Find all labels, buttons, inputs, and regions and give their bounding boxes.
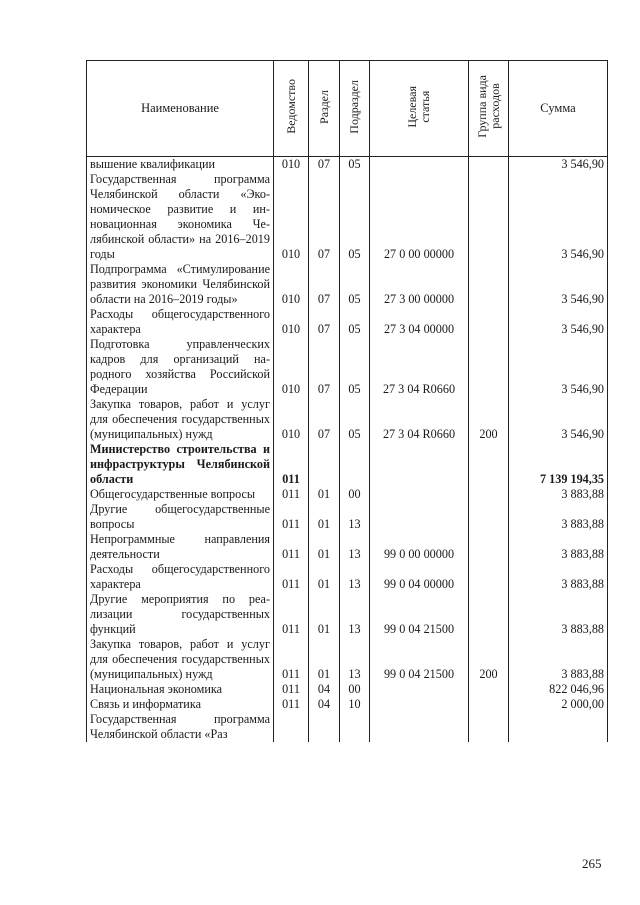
row-target-article: 27 3 00 00000 — [370, 262, 469, 307]
row-sum: 3 883,88 — [509, 562, 608, 592]
row-target-article — [370, 682, 469, 697]
header-target-article: Целевая статья — [370, 61, 469, 157]
row-sum: 3 883,88 — [509, 592, 608, 637]
row-podrazdel: 00 — [340, 682, 370, 697]
row-vedomstvo: 011 — [274, 502, 309, 532]
row-podrazdel: 05 — [340, 262, 370, 307]
row-target-article: 99 0 00 00000 — [370, 532, 469, 562]
row-name: Другие мероприятия по реализации государственных функций — [87, 592, 274, 637]
row-expense-group — [469, 562, 509, 592]
row-name: Расходы общегосударственного характера — [87, 307, 274, 337]
page-number: 265 — [582, 856, 602, 871]
row-razdel: 04 — [309, 697, 340, 712]
row-razdel: 07 — [309, 397, 340, 442]
row-podrazdel: 10 — [340, 697, 370, 712]
table-row — [87, 172, 608, 262]
table-body — [87, 157, 608, 743]
row-vedomstvo: 010 — [274, 157, 309, 173]
row-name: вышение квалификации — [87, 157, 274, 173]
table-row — [87, 592, 608, 637]
row-expense-group: 200 — [469, 397, 509, 442]
row-expense-group — [469, 262, 509, 307]
row-expense-group — [469, 157, 509, 173]
row-sum: 3 546,90 — [509, 262, 608, 307]
row-target-article — [370, 442, 469, 487]
row-target-article: 99 0 04 00000 — [370, 562, 469, 592]
row-podrazdel: 05 — [340, 397, 370, 442]
row-podrazdel: 13 — [340, 532, 370, 562]
row-sum: 7 139 194,35 — [509, 442, 608, 487]
header-razdel: Раздел — [309, 61, 340, 157]
table-row — [87, 682, 608, 697]
row-podrazdel — [340, 442, 370, 487]
table-row — [87, 502, 608, 532]
row-target-article — [370, 487, 469, 502]
row-target-article: 27 3 04 00000 — [370, 307, 469, 337]
row-vedomstvo: 011 — [274, 592, 309, 637]
row-vedomstvo: 011 — [274, 532, 309, 562]
row-expense-group — [469, 697, 509, 712]
table-row — [87, 712, 608, 742]
row-vedomstvo: 011 — [274, 682, 309, 697]
row-razdel: 04 — [309, 682, 340, 697]
row-podrazdel — [340, 712, 370, 742]
row-expense-group — [469, 712, 509, 742]
row-name: Закупка товаров, работ и услуг для обеспечения государственных (муниципальных) нужд — [87, 637, 274, 682]
table-row — [87, 562, 608, 592]
row-target-article: 27 0 00 00000 — [370, 172, 469, 262]
row-sum: 3 883,88 — [509, 487, 608, 502]
row-expense-group — [469, 487, 509, 502]
table-row — [87, 442, 608, 487]
table-row — [87, 397, 608, 442]
row-name: Непрограммные направления деятельности — [87, 532, 274, 562]
row-podrazdel: 05 — [340, 337, 370, 397]
table-row — [87, 697, 608, 712]
row-expense-group — [469, 337, 509, 397]
row-razdel: 01 — [309, 592, 340, 637]
row-sum: 3 546,90 — [509, 157, 608, 173]
row-vedomstvo: 010 — [274, 172, 309, 262]
table-row — [87, 487, 608, 502]
row-expense-group — [469, 307, 509, 337]
row-vedomstvo: 010 — [274, 262, 309, 307]
budget-table — [86, 60, 608, 742]
row-expense-group — [469, 502, 509, 532]
row-name: Связь и информатика — [87, 697, 274, 712]
row-target-article — [370, 697, 469, 712]
row-podrazdel: 13 — [340, 592, 370, 637]
row-sum: 3 883,88 — [509, 637, 608, 682]
row-podrazdel: 05 — [340, 157, 370, 173]
row-podrazdel: 13 — [340, 637, 370, 682]
table-row — [87, 337, 608, 397]
row-expense-group: 200 — [469, 637, 509, 682]
row-razdel: 01 — [309, 532, 340, 562]
row-target-article: 99 0 04 21500 — [370, 637, 469, 682]
header-sum: Сумма — [509, 61, 608, 157]
row-podrazdel: 05 — [340, 172, 370, 262]
table-row — [87, 307, 608, 337]
row-target-article: 99 0 04 21500 — [370, 592, 469, 637]
row-vedomstvo: 011 — [274, 442, 309, 487]
header-expense-group: Группа вида расходов — [469, 61, 509, 157]
row-razdel: 01 — [309, 637, 340, 682]
row-name: Государственная программа Челябинской области «Экономическое развитие и инновационная экономика Челябинской области» на 2016–2019 годы — [87, 172, 274, 262]
row-expense-group — [469, 682, 509, 697]
row-vedomstvo: 010 — [274, 307, 309, 337]
row-name: Расходы общегосударственного характера — [87, 562, 274, 592]
row-expense-group — [469, 532, 509, 562]
row-name: Государственная программа Челябинской области «Раз — [87, 712, 274, 742]
row-podrazdel: 13 — [340, 562, 370, 592]
row-name: Общегосударственные вопросы — [87, 487, 274, 502]
row-razdel: 01 — [309, 562, 340, 592]
header-name: Наименование — [87, 61, 274, 157]
row-sum — [509, 712, 608, 742]
row-razdel: 07 — [309, 262, 340, 307]
row-sum: 3 546,90 — [509, 337, 608, 397]
row-target-article — [370, 712, 469, 742]
row-sum: 3 546,90 — [509, 397, 608, 442]
row-razdel — [309, 712, 340, 742]
table-header — [87, 61, 608, 157]
table-row — [87, 262, 608, 307]
row-expense-group — [469, 592, 509, 637]
row-podrazdel: 13 — [340, 502, 370, 532]
row-vedomstvo: 011 — [274, 487, 309, 502]
row-vedomstvo — [274, 712, 309, 742]
row-razdel: 07 — [309, 307, 340, 337]
row-target-article: 27 3 04 R0660 — [370, 397, 469, 442]
row-podrazdel: 05 — [340, 307, 370, 337]
row-name: Министерство строительства и инфраструктуры Челябинской области — [87, 442, 274, 487]
table-row — [87, 157, 608, 173]
row-name: Другие общегосударственные вопросы — [87, 502, 274, 532]
row-name: Подготовка управленческих кадров для организаций народного хозяйства Российской Федерации — [87, 337, 274, 397]
row-razdel — [309, 442, 340, 487]
row-sum: 3 546,90 — [509, 172, 608, 262]
header-podrazdel: Подраздел — [340, 61, 370, 157]
row-name: Закупка товаров, работ и услуг для обеспечения государственных (муниципальных) нужд — [87, 397, 274, 442]
row-vedomstvo: 010 — [274, 337, 309, 397]
row-expense-group — [469, 172, 509, 262]
row-target-article — [370, 157, 469, 173]
table-row — [87, 637, 608, 682]
table-row — [87, 532, 608, 562]
row-podrazdel: 00 — [340, 487, 370, 502]
row-razdel: 07 — [309, 157, 340, 173]
row-sum: 3 546,90 — [509, 307, 608, 337]
row-name: Национальная экономика — [87, 682, 274, 697]
row-sum: 822 046,96 — [509, 682, 608, 697]
row-vedomstvo: 011 — [274, 562, 309, 592]
row-razdel: 07 — [309, 337, 340, 397]
row-expense-group — [469, 442, 509, 487]
row-sum: 3 883,88 — [509, 502, 608, 532]
row-vedomstvo: 011 — [274, 697, 309, 712]
row-sum: 3 883,88 — [509, 532, 608, 562]
header-vedomstvo: Ведомство — [274, 61, 309, 157]
row-razdel: 01 — [309, 502, 340, 532]
row-target-article — [370, 502, 469, 532]
row-vedomstvo: 011 — [274, 637, 309, 682]
row-sum: 2 000,00 — [509, 697, 608, 712]
row-vedomstvo: 010 — [274, 397, 309, 442]
row-razdel: 01 — [309, 487, 340, 502]
row-razdel: 07 — [309, 172, 340, 262]
row-target-article: 27 3 04 R0660 — [370, 337, 469, 397]
row-name: Подпрограмма «Стимулирование развития экономики Челябинской области на 2016–2019 годы» — [87, 262, 274, 307]
